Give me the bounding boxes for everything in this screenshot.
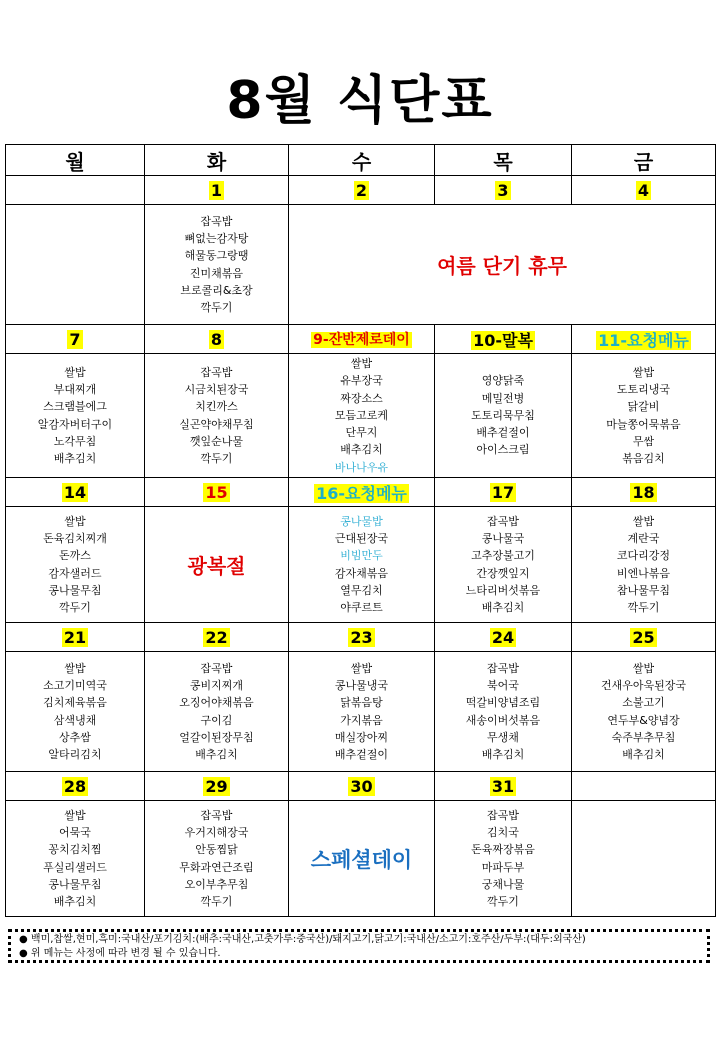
menu-item: 마늘쫑어묵볶음	[606, 417, 681, 431]
menu-list	[289, 355, 434, 476]
menu-cell	[572, 507, 716, 623]
menu-item: 우거지해장국	[184, 825, 249, 839]
week4-date-row	[6, 623, 716, 652]
menu-item: 단무지	[345, 426, 378, 440]
menu-list	[435, 513, 571, 617]
menu-item: 콩나물밥	[340, 514, 383, 528]
menu-item: 아이스크림	[476, 443, 530, 457]
menu-item: 쌀밥	[64, 808, 86, 822]
menu-item: 잡곡밥	[487, 661, 519, 675]
menu-item: 열무김치	[340, 583, 383, 597]
menu-list	[572, 364, 715, 468]
menu-item: 야쿠르트	[340, 601, 383, 615]
date-label: 2	[355, 180, 368, 200]
menu-list	[572, 513, 715, 617]
date-label: 21	[63, 627, 87, 647]
menu-item: 영양닭죽	[481, 374, 525, 388]
weekday-tue: 화	[145, 145, 289, 176]
menu-item: 고추장불고기	[471, 549, 535, 563]
menu-item: 배추겉절이	[476, 426, 530, 440]
menu-list	[6, 807, 144, 911]
weekday-header-row	[6, 145, 716, 176]
menu-item: 잡곡밥	[200, 661, 233, 675]
menu-cell	[6, 652, 145, 772]
menu-item: 잡곡밥	[200, 214, 233, 228]
menu-cell	[572, 652, 716, 772]
holiday-cell	[145, 507, 289, 623]
footer-line-origin: ● 백미,찹쌀,현미,흑미:국내산/포기김치:(배추:국내산,고춧가루:중국산)/돼지고기,닭고기:국내산/소고기:호주산/두부:(대두:외국산)	[19, 934, 586, 945]
menu-item: 유부장국	[340, 374, 383, 388]
notice-text: 여름 단기 휴무	[437, 254, 567, 278]
menu-list	[435, 660, 571, 764]
menu-item: 오징어야채볶음	[179, 696, 254, 710]
weekday-wed: 수	[289, 145, 435, 176]
date-label: 23	[350, 627, 373, 647]
menu-item: 깍두기	[487, 895, 519, 909]
menu-cell	[435, 507, 572, 623]
menu-item: 배추김치	[622, 748, 665, 762]
menu-cell	[6, 354, 145, 478]
date-cell	[145, 176, 289, 205]
menu-cell	[435, 652, 572, 772]
date-label: 30	[350, 776, 373, 796]
menu-cell	[435, 354, 572, 478]
menu-item: 콩나물국	[481, 531, 525, 545]
date-label-request: 11-요청메뉴	[598, 330, 689, 350]
menu-list	[145, 364, 288, 468]
week2-date-row	[6, 325, 716, 354]
menu-item: 숙주부추무침	[611, 730, 676, 744]
date-cell	[435, 772, 572, 801]
menu-cell	[145, 801, 289, 917]
menu-item: 배추김치	[195, 748, 238, 762]
menu-item: 궁채나물	[481, 877, 525, 891]
menu-item: 볶음김치	[622, 452, 665, 466]
page-title: 8월 식단표	[226, 71, 494, 131]
menu-item: 북어국	[487, 678, 519, 692]
date-label: 28	[63, 776, 87, 796]
menu-list	[6, 364, 144, 468]
menu-item: 간장깻잎지	[476, 566, 530, 580]
menu-list	[289, 513, 434, 617]
date-cell	[6, 772, 145, 801]
date-cell	[435, 623, 572, 652]
menu-item: 알타리김치	[48, 748, 102, 762]
menu-item: 닭갈비	[627, 400, 660, 414]
menu-item: 건새우아욱된장국	[600, 678, 686, 692]
menu-item: 깍두기	[200, 452, 233, 466]
menu-item: 잡곡밥	[200, 808, 233, 822]
menu-item: 느타리버섯볶음	[465, 583, 541, 597]
menu-cell	[572, 354, 716, 478]
menu-item: 실곤약야채무침	[179, 417, 254, 431]
menu-item: 배추김치	[481, 748, 525, 762]
week5-menu-row	[6, 801, 716, 917]
menu-item: 진미채볶음	[189, 266, 244, 280]
menu-item: 오이부추무침	[184, 877, 249, 891]
menu-item: 무쌈	[632, 434, 655, 448]
date-label: 24	[491, 627, 515, 647]
menu-item: 소불고기	[622, 696, 665, 710]
menu-item: 도토리냉국	[616, 382, 671, 396]
date-cell	[572, 623, 716, 652]
menu-item: 쌀밥	[64, 661, 86, 675]
date-cell	[145, 325, 289, 354]
menu-item: 깍두기	[59, 601, 91, 615]
menu-item: 짜장소스	[340, 391, 383, 405]
menu-item: 알감자버터구이	[37, 417, 113, 431]
week5-date-row	[6, 772, 716, 801]
menu-item: 잡곡밥	[487, 514, 519, 528]
date-cell	[145, 623, 289, 652]
date-cell	[289, 478, 435, 507]
date-label: 7	[69, 329, 81, 349]
week4-menu-row	[6, 652, 716, 772]
menu-cell	[145, 354, 289, 478]
date-label: 31	[491, 776, 515, 796]
menu-item: 참나물무침	[616, 583, 671, 597]
menu-item: 가지볶음	[340, 713, 383, 727]
menu-list	[145, 807, 288, 911]
menu-item: 무화과연근조림	[179, 860, 254, 874]
menu-item: 배추김치	[53, 895, 97, 909]
menu-item: 무생채	[487, 730, 519, 744]
weekday-mon: 월	[6, 145, 145, 176]
menu-item: 배추김치	[340, 443, 383, 457]
menu-item: 어묵국	[59, 825, 91, 839]
menu-cell	[435, 801, 572, 917]
menu-item: 배추김치	[53, 452, 97, 466]
menu-item: 부대찌개	[53, 382, 97, 396]
menu-item: 비엔나볶음	[616, 566, 671, 580]
date-cell	[572, 478, 716, 507]
menu-item: 코다리강정	[616, 549, 671, 563]
date-cell	[6, 325, 145, 354]
menu-item: 새송이버섯볶음	[465, 713, 541, 727]
date-label-malbok: 10-말복	[473, 330, 533, 350]
menu-item: 쌀밥	[632, 514, 655, 528]
menu-list	[145, 660, 288, 764]
date-label: 25	[632, 627, 655, 647]
menu-item: 푸실리샐러드	[43, 860, 107, 874]
menu-item: 해물동그랑땡	[184, 249, 249, 263]
date-label: 17	[491, 482, 515, 502]
menu-cell-empty	[6, 205, 145, 325]
date-cell	[289, 176, 435, 205]
date-label: 18	[632, 482, 655, 502]
menu-item: 삼색냉채	[53, 713, 97, 727]
weekday-thu: 목	[435, 145, 572, 176]
menu-item: 쌀밥	[350, 356, 373, 370]
menu-item: 노각무침	[53, 434, 97, 448]
holiday-text: 광복절	[187, 554, 246, 578]
menu-item: 돈육짜장볶음	[471, 843, 535, 857]
date-cell	[145, 478, 289, 507]
date-cell	[289, 772, 435, 801]
date-cell	[572, 176, 716, 205]
menu-list	[6, 513, 144, 617]
date-label: 22	[205, 627, 228, 647]
menu-item: 근대된장국	[334, 531, 389, 545]
menu-cell-empty	[572, 801, 716, 917]
date-cell	[572, 772, 716, 801]
menu-item: 깍두기	[627, 601, 660, 615]
week3-date-row	[6, 478, 716, 507]
date-cell	[6, 176, 145, 205]
menu-item: 얼갈이된장무침	[179, 730, 254, 744]
menu-list	[289, 660, 434, 764]
menu-item: 깍두기	[200, 301, 233, 315]
menu-cell	[289, 507, 435, 623]
menu-item: 매실장아찌	[334, 730, 389, 744]
menu-item: 도토리묵무침	[471, 408, 535, 422]
menu-item: 김치제육볶음	[43, 696, 107, 710]
menu-item: 메밀전병	[481, 391, 525, 405]
menu-item: 스크램블에그	[43, 400, 107, 414]
menu-item: 콩비지찌개	[189, 678, 244, 692]
menu-item: 비빔만두	[340, 549, 383, 563]
menu-item: 소고기미역국	[43, 678, 107, 692]
date-label: 3	[497, 180, 509, 200]
menu-list	[435, 372, 571, 458]
menu-item: 꽁치김치찜	[48, 843, 102, 857]
menu-item: 닭볶음탕	[340, 696, 383, 710]
menu-item: 잡곡밥	[200, 365, 233, 379]
menu-item: 쌀밥	[64, 365, 86, 379]
date-cell	[435, 325, 572, 354]
menu-item: 콩나물냉국	[334, 678, 389, 692]
date-cell	[145, 772, 289, 801]
menu-item: 깻잎순나물	[189, 434, 244, 448]
week2-menu-row	[6, 354, 716, 478]
menu-cell	[6, 507, 145, 623]
menu-item: 쌀밥	[632, 661, 655, 675]
date-cell	[289, 623, 435, 652]
menu-item: 연두부&양념장	[607, 713, 680, 727]
menu-item: 콩나물무침	[48, 877, 102, 891]
menu-item: 브로콜리&초장	[180, 283, 253, 297]
menu-item: 상추쌈	[59, 730, 91, 744]
menu-item: 떡갈비양념조림	[465, 696, 541, 710]
menu-item: 배추겉절이	[334, 748, 389, 762]
menu-item: 쌀밥	[350, 661, 373, 675]
menu-cell	[6, 801, 145, 917]
date-label-request: 16-요청메뉴	[316, 483, 407, 503]
menu-item: 쌀밥	[632, 365, 655, 379]
menu-cell	[145, 205, 289, 325]
special-day-cell	[289, 801, 435, 917]
menu-item: 마파두부	[481, 860, 525, 874]
menu-item: 감자채볶음	[334, 566, 389, 580]
menu-item: 구이김	[200, 713, 233, 727]
date-label: 29	[205, 776, 228, 796]
footer-change-text: 위 메뉴는 사정에 따라 변경 될 수 있습니다.	[30, 948, 221, 959]
menu-item: 콩나물무침	[48, 583, 102, 597]
date-cell	[6, 478, 145, 507]
menu-item: 안동찜닭	[195, 843, 238, 857]
menu-cell	[289, 354, 435, 478]
date-label: 4	[637, 180, 650, 200]
menu-list	[6, 660, 144, 764]
menu-list	[572, 660, 715, 764]
menu-cell	[289, 652, 435, 772]
date-cell	[572, 325, 716, 354]
menu-item: 돈까스	[59, 549, 91, 563]
date-label-zero-waste: 9-잔반제로데이	[313, 332, 410, 348]
date-cell	[6, 623, 145, 652]
footer-origin-text: 백미,찹쌀,현미,흑미:국내산/포기김치:(배추:국내산,고춧가루:중국산)/돼지고기,닭고기:국내산/소고기:호주산/두부:(대두:외국산)	[30, 934, 586, 945]
menu-item: 김치국	[487, 825, 519, 839]
menu-item: 배추김치	[481, 601, 525, 615]
date-label: 8	[210, 329, 223, 349]
menu-item: 모듬고로케	[334, 408, 389, 422]
week1-menu-row	[6, 205, 716, 325]
meal-calendar	[5, 144, 716, 917]
summer-break-notice	[289, 205, 716, 325]
footer-note	[8, 929, 710, 963]
footer-line-change: ● 위 메뉴는 사정에 따라 변경 될 수 있습니다.	[19, 948, 221, 959]
date-cell	[289, 325, 435, 354]
menu-list	[435, 807, 571, 911]
date-cell	[435, 176, 572, 205]
special-day-text: 스페셜데이	[310, 847, 413, 872]
week3-menu-row	[6, 507, 716, 623]
date-label: 14	[63, 482, 87, 502]
menu-item: 시금치된장국	[184, 382, 249, 396]
menu-item: 감자샐러드	[48, 566, 102, 580]
menu-item: 쌀밥	[64, 514, 86, 528]
date-label: 1	[210, 180, 223, 200]
menu-item: 뼈없는감자탕	[184, 231, 249, 245]
menu-item: 잡곡밥	[487, 808, 519, 822]
menu-item: 치킨까스	[195, 400, 238, 414]
week1-date-row	[6, 176, 716, 205]
menu-item: 계란국	[627, 531, 660, 545]
menu-item: 바나나우유	[334, 460, 389, 474]
menu-item: 돈육김치찌개	[43, 531, 107, 545]
weekday-fri: 금	[572, 145, 716, 176]
date-cell	[435, 478, 572, 507]
date-label-holiday: 15	[205, 482, 228, 502]
menu-item: 깍두기	[200, 895, 233, 909]
menu-cell	[145, 652, 289, 772]
menu-list	[145, 213, 288, 317]
